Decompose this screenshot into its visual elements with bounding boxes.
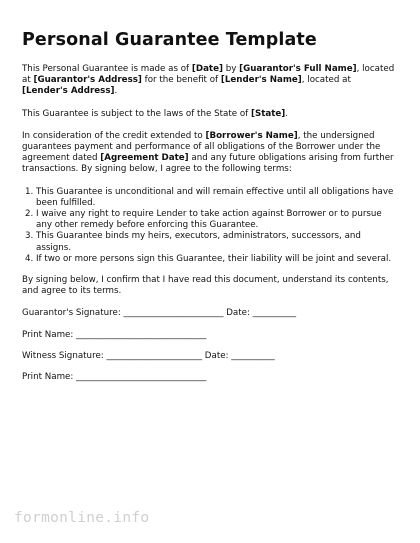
guarantor-address-placeholder: [Guarantor's Address] [33, 75, 142, 86]
intro-text-2: by [222, 64, 240, 74]
guarantor-name-placeholder: [Guarantor's Full Name] [239, 64, 357, 74]
intro-text-3: , located at [22, 64, 395, 86]
terms-list [22, 187, 398, 265]
term-item: 3. This Guarantee binds my heirs, executors, administrators, successors, and assigns. [36, 231, 398, 253]
law-text-1: This Guarantee is subject to the laws of the State of [22, 108, 251, 119]
lender-name-placeholder: [Lender's Name] [220, 75, 302, 86]
intro-paragraph [22, 64, 398, 98]
consideration-text-2: , the undersigned guarantees payment and performance of all obligations of the Borrower under the agreement dated [22, 130, 381, 164]
term-item: 4. If two or more persons sign this Guarantee, their liability will be joint and several. [36, 254, 398, 265]
witness-print-name-line[interactable]: Print Name: ______________________________ [22, 372, 207, 383]
lender-address-placeholder: [Lender's Address] [22, 86, 115, 97]
date-placeholder: [Date] [191, 64, 223, 74]
intro-text-4: for the benefit of [141, 75, 221, 86]
borrower-name-placeholder: [Borrower's Name] [205, 130, 298, 141]
governing-law-paragraph [22, 109, 398, 120]
law-text-2: . [285, 108, 288, 119]
consideration-paragraph [22, 131, 398, 176]
term-item: 1. This Guarantee is unconditional and will remain effective until all obligations have been fulfilled. [36, 187, 398, 209]
consideration-text-3: and any future obligations arising from further transactions. By signing below, I agree to the following terms: [22, 153, 394, 175]
guarantor-signature-line[interactable]: Guarantor's Signature: _______________________ Date: __________ [22, 308, 297, 319]
guarantor-print-name-line[interactable]: Print Name: ______________________________ [22, 329, 207, 340]
state-placeholder: [State] [250, 108, 286, 119]
term-item: 2. I waive any right to require Lender to take action against Borrower or to pursue any other remedy before enforcing this Guarantee. [36, 209, 398, 231]
site-watermark: formonline.info [14, 510, 150, 526]
closing-paragraph: By signing below, I confirm that I have read this document, understand its contents, and agree to its terms. [22, 275, 389, 297]
intro-text-5: , located at [301, 75, 351, 86]
intro-text-1: This Personal Guarantee is made as of [22, 64, 192, 74]
agreement-date-placeholder: [Agreement Date] [100, 153, 189, 164]
witness-signature-line[interactable]: Witness Signature: ______________________ Date: __________ [22, 350, 275, 361]
intro-text-6: . [114, 86, 118, 97]
consideration-text-1: In consideration of the credit extended to [22, 130, 206, 141]
document-title: Personal Guarantee Template [22, 30, 317, 50]
document-content [22, 30, 398, 393]
